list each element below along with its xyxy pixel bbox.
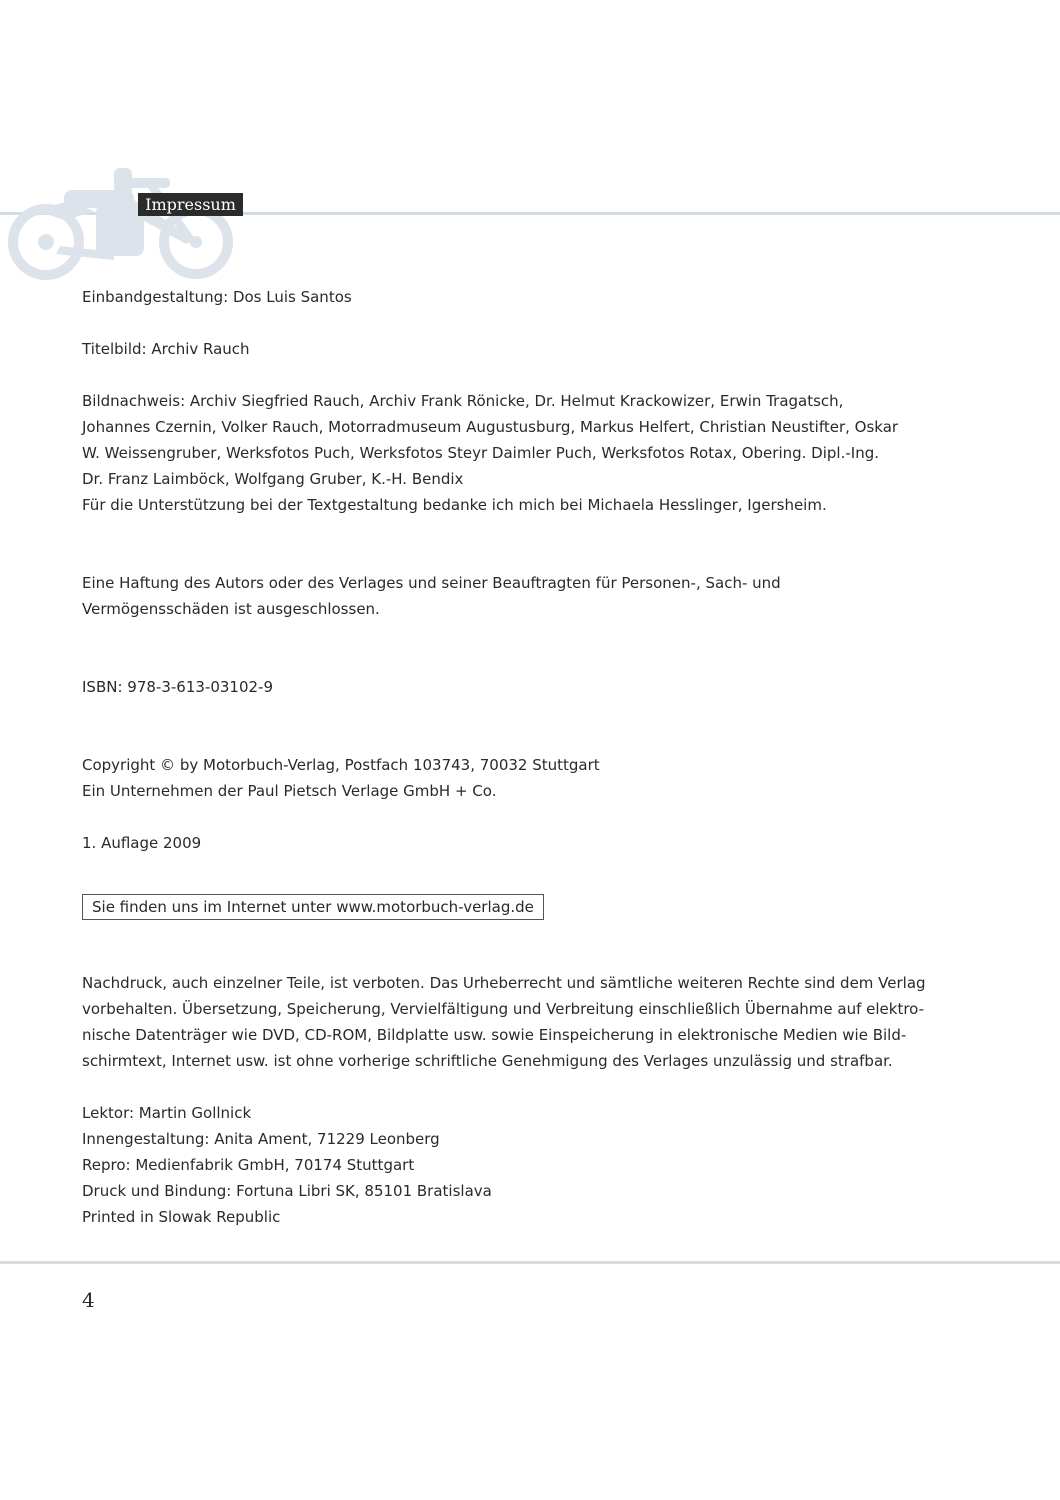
page-number: 4 xyxy=(82,1288,95,1312)
printed-in-line: Printed in Slowak Republic xyxy=(82,1208,281,1226)
copyright-block xyxy=(82,752,982,804)
production-credits xyxy=(82,1100,982,1230)
repro-line: Repro: Medienfabrik GmbH, 70174 Stuttgart xyxy=(82,1156,415,1174)
title-image-line: Titelbild: Archiv Rauch xyxy=(82,340,250,358)
editor-line: Lektor: Martin Gollnick xyxy=(82,1104,252,1122)
website-box: Sie finden uns im Internet unter www.motorbuch-verlag.de xyxy=(82,894,544,920)
rights-line: vorbehalten. Übersetzung, Speicherung, Vervielfältigung und Verbreitung einschließlich Übernahme auf elektro- xyxy=(82,1000,925,1018)
interior-design-line: Innengestaltung: Anita Ament, 71229 Leonberg xyxy=(82,1130,440,1148)
picture-credits-line: Dr. Franz Laimböck, Wolfgang Gruber, K.-H. Bendix xyxy=(82,470,464,488)
liability-line: Vermögensschäden ist ausgeschlossen. xyxy=(82,600,380,618)
rights-line: nische Datenträger wie DVD, CD-ROM, Bildplatte usw. sowie Einspeicherung in elektronische Medien wie Bild- xyxy=(82,1026,907,1044)
imprint-content xyxy=(82,284,982,1230)
isbn-line: ISBN: 978-3-613-03102-9 xyxy=(82,678,273,696)
acknowledgement-line: Für die Unterstützung bei der Textgestaltung bedanke ich mich bei Michaela Hesslinger, Igersheim. xyxy=(82,496,827,514)
rights-notice xyxy=(82,970,982,1074)
picture-credits-line: Johannes Czernin, Volker Rauch, Motorradmuseum Augustusburg, Markus Helfert, Christian Neustifter, Oskar xyxy=(82,418,899,436)
picture-credits-line: Bildnachweis: Archiv Siegfried Rauch, Archiv Frank Rönicke, Dr. Helmut Krackowizer, Erwin Tragatsch, xyxy=(82,392,844,410)
section-label-impressum: Impressum xyxy=(138,193,243,216)
footer-rule xyxy=(0,1261,1060,1264)
liability-disclaimer xyxy=(82,570,982,622)
liability-line: Eine Haftung des Autors oder des Verlages und seiner Beauftragten für Personen-, Sach- und xyxy=(82,574,781,592)
printing-line: Druck und Bindung: Fortuna Libri SK, 85101 Bratislava xyxy=(82,1182,492,1200)
copyright-line: Copyright © by Motorbuch-Verlag, Postfach 103743, 70032 Stuttgart xyxy=(82,756,600,774)
picture-credits-line: W. Weissengruber, Werksfotos Puch, Werksfotos Steyr Daimler Puch, Werksfotos Rotax, Obering. Dipl.-Ing. xyxy=(82,444,879,462)
website-note xyxy=(82,894,982,920)
motorcycle-watermark-icon xyxy=(4,160,236,288)
rights-line: schirmtext, Internet usw. ist ohne vorherige schriftliche Genehmigung des Verlages unzulässig und strafbar. xyxy=(82,1052,893,1070)
picture-credits xyxy=(82,388,982,518)
edition-line: 1. Auflage 2009 xyxy=(82,834,202,852)
cover-design-line: Einbandgestaltung: Dos Luis Santos xyxy=(82,288,352,306)
publisher-line: Ein Unternehmen der Paul Pietsch Verlage GmbH + Co. xyxy=(82,782,497,800)
rights-line: Nachdruck, auch einzelner Teile, ist verboten. Das Urheberrecht und sämtliche weiteren Rechte sind dem Verlag xyxy=(82,974,926,992)
